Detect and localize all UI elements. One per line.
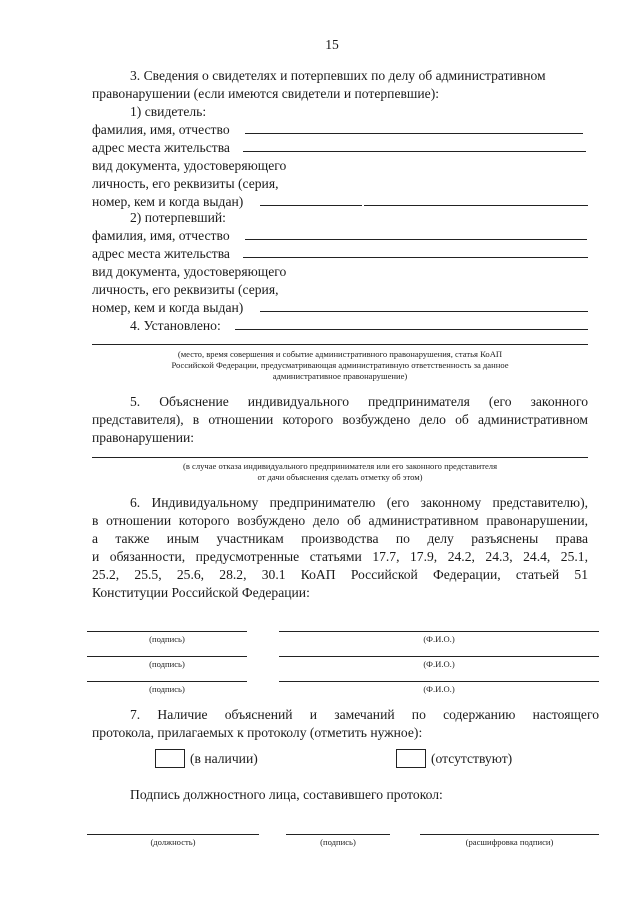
victim-doc-label-line2: личность, его реквизиты (серия, [92,282,279,297]
signature-caption-1: (подпись) [149,634,185,644]
fio-field-1[interactable] [279,631,599,632]
victim-doc-field[interactable] [260,311,588,312]
witness-fio-field[interactable] [245,133,583,134]
section3-heading-line1: 3. Сведения о свидетелях и потерпевших по делу об административном [130,68,546,83]
signature-field-3[interactable] [87,681,247,682]
official-signature-field[interactable] [286,834,390,835]
witness-label: 1) свидетель: [130,104,207,119]
victim-address-label: адрес места жительства [92,246,230,261]
section3-heading-line2: правонарушении (если имеются свидетели и потерпевшие): [92,86,439,101]
absent-checkbox[interactable] [396,749,426,768]
explanation-heading-line3: правонарушении: [92,430,195,445]
rights-paragraph-line2: в отношении которого возбуждено дело об административном правонарушении, [92,513,588,528]
absent-option-label: (отсутствуют) [431,751,513,766]
fio-caption-1: (Ф.И.О.) [423,634,455,644]
fio-field-2[interactable] [279,656,599,657]
established-caption-line2: Российской Федерации, предусматривающая административную ответственность за данное [171,360,509,370]
explanation-heading-line1: 5. Объяснение индивидуального предпринимателя (его законного [130,394,588,409]
present-option-label: (в наличии) [190,751,258,766]
explanation-heading-line2: представителя), в отношении которого возбуждено дело об административном [92,412,588,427]
victim-doc-label-line3: номер, кем и когда выдан) [92,300,244,315]
established-caption-line1: (место, время совершения и событие административного правонарушения, статья КоАП [177,349,503,359]
witness-doc-field-part2[interactable] [364,205,588,206]
official-signature-label: Подпись должностного лица, составившего протокол: [130,787,443,802]
official-signature-caption: (подпись) [320,837,356,847]
witness-address-label: адрес места жительства [92,140,230,155]
witness-doc-label-line1: вид документа, удостоверяющего [92,158,287,173]
rights-paragraph-line4: и обязанности, предусмотренные статьями 17.7, 17.9, 24.2, 24.3, 24.4, 25.1, [92,549,588,564]
rights-paragraph-line3: а также иным участникам производства по делу разъяснены права [92,531,588,546]
page-number: 15 [325,37,339,52]
witness-doc-label-line2: личность, его реквизиты (серия, [92,176,279,191]
fio-caption-3: (Ф.И.О.) [423,684,455,694]
explanation-caption-line2: от дачи объяснения сделать отметку об этом) [257,472,423,482]
official-position-caption: (должность) [150,837,196,847]
remarks-heading-line1: 7. Наличие объяснений и замечаний по содержанию настоящего [130,707,599,722]
established-caption-line3: административное правонарушение) [272,371,408,381]
official-decoding-field[interactable] [420,834,599,835]
victim-fio-label: фамилия, имя, отчество [92,228,230,243]
fio-caption-2: (Ф.И.О.) [423,659,455,669]
official-position-field[interactable] [87,834,259,835]
signature-caption-3: (подпись) [149,684,185,694]
signature-field-1[interactable] [87,631,247,632]
explanation-field[interactable] [92,457,588,458]
signature-caption-2: (подпись) [149,659,185,669]
signature-field-2[interactable] [87,656,247,657]
official-decoding-caption: (расшифровка подписи) [465,837,554,847]
rights-paragraph-line6: Конституции Российской Федерации: [92,585,310,600]
rights-paragraph-line1: 6. Индивидуальному предпринимателю (его законному представителю), [130,495,588,510]
established-field-line1[interactable] [235,329,588,330]
remarks-heading-line2: протокола, прилагаемых к протоколу (отметить нужное): [92,725,423,740]
victim-label: 2) потерпевший: [130,210,226,225]
victim-fio-field[interactable] [245,239,587,240]
victim-doc-label-line1: вид документа, удостоверяющего [92,264,287,279]
established-field-line2[interactable] [92,344,588,345]
witness-doc-label-line3: номер, кем и когда выдан) [92,194,244,209]
victim-address-field[interactable] [243,257,588,258]
witness-address-field[interactable] [243,151,586,152]
witness-doc-field-part1[interactable] [260,205,362,206]
explanation-caption-line1: (в случае отказа индивидуального предпринимателя или его законного представителя [182,461,498,471]
present-checkbox[interactable] [155,749,185,768]
rights-paragraph-line5: 25.2, 25.5, 25.6, 28.2, 30.1 КоАП Российской Федерации, статьей 51 [92,567,588,582]
witness-fio-label: фамилия, имя, отчество [92,122,230,137]
fio-field-3[interactable] [279,681,599,682]
established-label: 4. Установлено: [130,318,221,333]
